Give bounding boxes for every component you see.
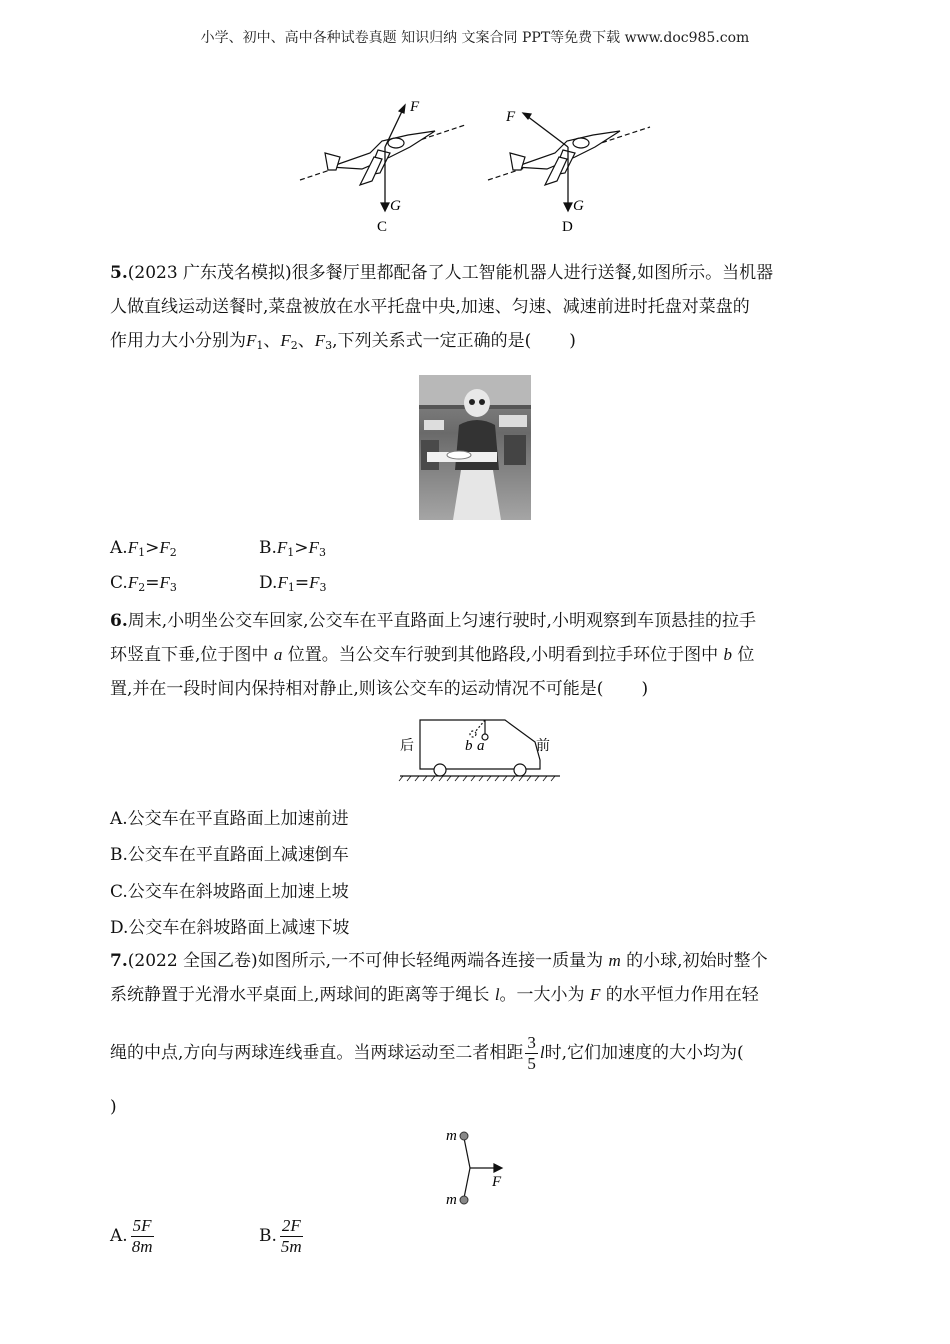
ball-top (460, 1132, 468, 1140)
q7-fraction-3-5: $\frac{3}{5}$ (527, 1033, 536, 1073)
q7-line-4: ) (110, 1097, 117, 1117)
bus-label-a: a (477, 738, 485, 754)
q7-option-b: B. $\frac{2F}{5m}$ (259, 1216, 302, 1256)
q6-line-2: 环竖直下垂,位于图中 a 位置。当公交车行驶到其他路段,小明看到拉手环位于图中 b 位 (110, 645, 755, 665)
q5-option-a: $A.F_1>F_2$ (110, 538, 177, 559)
q5-number: 5. (110, 263, 128, 283)
ball-bottom (460, 1196, 468, 1204)
mass-label-top: m (446, 1128, 457, 1144)
q6-option-b: B.公交车在平直路面上减速倒车 (110, 845, 349, 865)
q5-line-3: 作用力大小分别为$F_1$、$F_2$、$F_3$,下列关系式一定正确的是( ) (110, 331, 576, 352)
q7-line-1: 7.(2022 全国乙卷)如图所示,一不可伸长轻绳两端各连接一质量为 m 的小球,初始时整个 (110, 951, 768, 971)
bus-figure (395, 712, 565, 782)
robot-photo-art (419, 375, 531, 520)
q5-text-3a: 作用力大小分别为 (110, 331, 246, 351)
q5-source: (2023 广东茂名模拟) (127, 263, 292, 283)
q5-line-1 (110, 256, 840, 290)
airplane-figure-c (300, 105, 465, 211)
q7-number: 7. (110, 951, 128, 971)
q7-source: (2022 全国乙卷) (127, 951, 258, 971)
page-header: 小学、初中、高中各种试卷真题 知识归纳 文案合同 PPT等免费下载 www.doc985.com (200, 30, 750, 46)
q5-option-b: $B.F_1>F_3$ (259, 538, 326, 559)
bus-label-b: b (465, 738, 473, 754)
q5-option-d: $D.F_1=F_3$ (259, 573, 327, 594)
q5-line-2: 人做直线运动送餐时,菜盘被放在水平托盘中央,加速、匀速、减速前进时托盘对菜盘的 (110, 297, 750, 317)
airplane-figures (290, 95, 670, 240)
q7-option-a: A. $\frac{5F}{8m}$ (110, 1216, 153, 1256)
bus-front-label: 前 (536, 738, 550, 754)
q6-option-a: A.公交车在平直路面上加速前进 (110, 809, 349, 829)
q6-text-1: 周末,小明坐公交车回家,公交车在平直路面上匀速行驶时,小明观察到车顶悬挂的拉手 (127, 611, 756, 631)
figure-label-c: C (377, 219, 388, 235)
robot-waiter-photo (419, 375, 531, 520)
question-5 (110, 256, 840, 363)
figure-label-d: D (562, 219, 573, 235)
q5-option-c: $C.F_2=F_3$ (110, 573, 177, 594)
q5-text-3b: ,下列关系式一定正确的是( (332, 331, 532, 351)
question-6 (110, 604, 840, 706)
force-label-f: F (492, 1174, 502, 1190)
q6-line-1 (110, 604, 840, 638)
q6-line-3: 置,并在一段时间内保持相对静止,则该公交车的运动情况不可能是( ) (110, 679, 649, 699)
bus-back-label: 后 (400, 738, 414, 754)
force-g-label-c: G (390, 198, 401, 214)
airplane-figure-d (488, 113, 650, 211)
rope-balls-figure (440, 1124, 520, 1210)
force-f-label-c: F (410, 99, 420, 115)
question-7 (110, 944, 840, 1012)
q6-option-c: C.公交车在斜坡路面上加速上坡 (110, 882, 349, 902)
q5-paren-close: ) (569, 331, 576, 351)
q5-text-1: 很多餐厅里都配备了人工智能机器人进行送餐,如图所示。当机器 (291, 263, 774, 283)
q7-line-3: 绳的中点,方向与两球连线垂直。当两球运动至二者相距 $\frac{3}{5}$ l时,它们加速度的大小均为( (110, 1033, 744, 1073)
mass-label-bottom: m (446, 1192, 457, 1208)
q7-line-2: 系统静置于光滑水平桌面上,两球间的距离等于绳长 l。一大小为 F 的水平恒力作用在轻 (110, 985, 759, 1005)
force-g-label-d: G (573, 198, 584, 214)
force-f-label-d: F (506, 109, 516, 125)
q6-option-d: D.公交车在斜坡路面上减速下坡 (110, 918, 350, 938)
q6-number: 6. (110, 611, 128, 631)
